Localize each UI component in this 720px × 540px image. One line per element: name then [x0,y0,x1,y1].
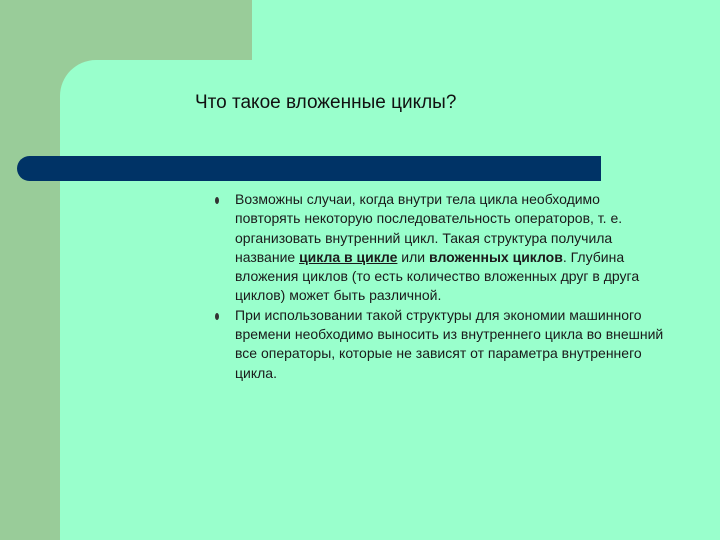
bullet-item-optimization [215,306,665,383]
slide-title: Что такое вложенные циклы? [195,92,457,113]
term-loop-in-loop: цикла в цикле [299,248,398,265]
term-highlight [299,249,397,265]
bullet-dot-icon [215,313,219,320]
bullet-text: или [397,248,430,265]
bullet-text: Возможны случаи, когда внутри тела цикла необходимо повторять некоторую последовательность операторов, т. е. организовать внутренний цикл. Такая структура получила название [235,191,623,265]
bullet-list [215,190,665,383]
bullet-text: . Глубина вложения циклов (то есть количество вложенных друг в друга циклов) может быть различной. [235,248,640,304]
title-divider-bar [17,156,601,181]
bullet-item-nested-loops-definition [215,190,665,306]
term-nested-loops: вложенных циклов [429,248,563,265]
bullet-dot-icon [215,197,219,204]
bullet-text: При использовании такой структуры для экономии машинного времени необходимо выносить из внутреннего цикла во внешний все операторы, которые не зависят от параметра внутреннего цикла. [235,306,664,381]
